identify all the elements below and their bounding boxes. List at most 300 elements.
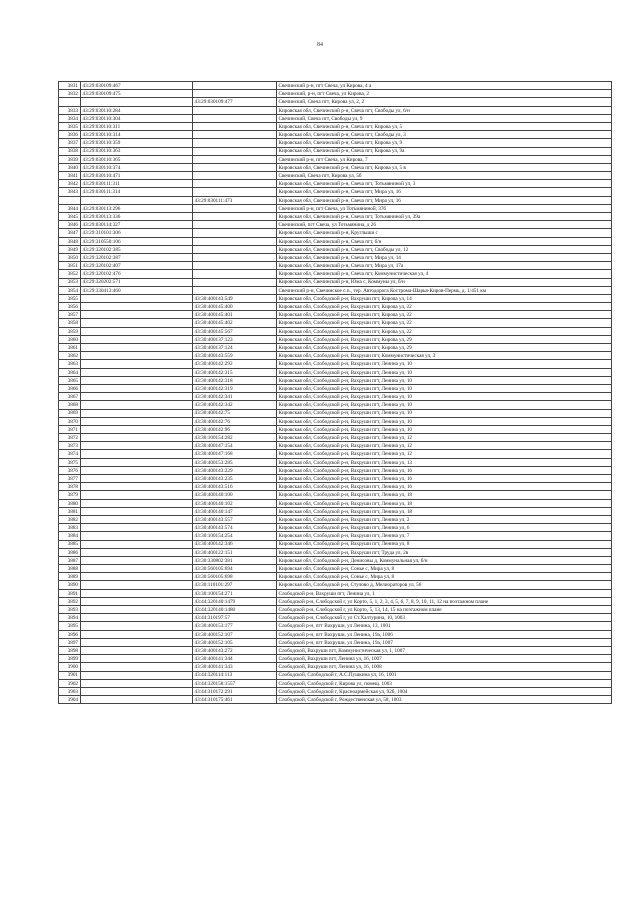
row-number: 3848 xyxy=(59,237,81,245)
table-row xyxy=(59,384,612,392)
cadastral-number-alt: 43:30:400122:151 xyxy=(193,548,277,556)
table-row xyxy=(59,163,612,171)
table-row xyxy=(59,483,612,491)
cadastral-number xyxy=(81,638,193,646)
cadastral-number-alt: 43:30:330802:381 xyxy=(193,556,277,564)
cadastral-number-alt xyxy=(193,286,277,294)
address-cell: Слободской, Слободской г, Красноармейская ул, 92б, 1004 xyxy=(277,687,612,695)
row-number: 3873 xyxy=(59,442,81,450)
cadastral-number-alt: 43:29:030111:473 xyxy=(193,196,277,204)
table-row xyxy=(59,278,612,286)
table-row xyxy=(59,532,612,540)
cadastral-number xyxy=(81,360,193,368)
cadastral-number: 43:29:330413:460 xyxy=(81,286,193,294)
address-cell: Кировская обл, Слободской р-н, Вахруши пгт, Ленина ул, 16 xyxy=(277,466,612,474)
row-number: 3888 xyxy=(59,565,81,573)
table-row xyxy=(59,565,612,573)
address-cell: Слободской, Слободской г, А.С.Пушкина ул, 16, 1001 xyxy=(277,671,612,679)
table-row xyxy=(59,524,612,532)
address-cell: Кировская обл, Свечинский р-н, Свеча пгт, Кирова ул, 5 в xyxy=(277,163,612,171)
cadastral-number-alt: 43:44:310175:461 xyxy=(193,696,277,704)
table-row xyxy=(59,90,612,98)
cadastral-number xyxy=(81,483,193,491)
cadastral-number: 43:29:030111:314 xyxy=(81,188,193,196)
table-row xyxy=(59,401,612,409)
address-cell: Слободской, Вахруши пгт, Ленина ул, 16, 1007 xyxy=(277,655,612,663)
table-row xyxy=(59,319,612,327)
address-cell: Кировская обл, Слободской р-н, Вахруши пгт, Труда ул, 2в xyxy=(277,548,612,556)
cadastral-number-alt: 43:30:400140:147 xyxy=(193,507,277,515)
address-cell: Слободской, Вахруши пгт, Ленина ул, 16, 1008 xyxy=(277,663,612,671)
cadastral-number: 43:29:030113:336 xyxy=(81,213,193,221)
cadastral-number xyxy=(81,687,193,695)
row-number: 3849 xyxy=(59,245,81,253)
cadastral-number xyxy=(81,376,193,384)
row-number: 3876 xyxy=(59,466,81,474)
table-row xyxy=(59,303,612,311)
cadastral-number: 43:29:030109:467 xyxy=(81,82,193,90)
address-cell: Кировская обл, Слободской р-н, Вахруши пгт, Ленина ул, 12 xyxy=(277,434,612,442)
cadastral-number-alt xyxy=(193,221,277,229)
address-cell: Кировская обл, Слободской р-н, Вахруши пгт, Ленина ул, 18 xyxy=(277,507,612,515)
address-cell: Свечинский, р-н, пгт Свеча, ул Кирова, 2 xyxy=(277,90,612,98)
table-row xyxy=(59,663,612,671)
address-cell: Кировская обл, Свечинский р-н, Свеча пгт, Тотьмяниной ул, 39а xyxy=(277,213,612,221)
row-number: 3854 xyxy=(59,286,81,294)
address-cell: Слободской р-н, Слободской г, ул Корто, 5, 1, 2, 3, 4, 5, 6, 7, 8, 9, 10, 11, 12 на поэтажном плане xyxy=(277,597,612,605)
cadastral-number xyxy=(81,401,193,409)
address-cell: Слободской, Слободской г, Кирова ул, помещ. 1003 xyxy=(277,679,612,687)
row-number: 3894 xyxy=(59,614,81,622)
table-row xyxy=(59,425,612,433)
cadastral-number xyxy=(81,425,193,433)
cadastral-number: 43:29:310101:306 xyxy=(81,229,193,237)
cadastral-number xyxy=(81,196,193,204)
address-cell: Свечинский р-н, пгт Свеча, ул Кирова, 7 xyxy=(277,155,612,163)
address-cell: Кировская обл, Слободской р-н, Вахруши пгт, Ленина ул, 10 xyxy=(277,401,612,409)
table-row xyxy=(59,622,612,630)
row-number: 3880 xyxy=(59,499,81,507)
table-row xyxy=(59,393,612,401)
row-number: 3904 xyxy=(59,696,81,704)
row-number: 3868 xyxy=(59,401,81,409)
cadastral-number xyxy=(81,581,193,589)
address-cell: Кировская обл, Слободской р-н, Вахруши пгт, Ленина ул, 12 xyxy=(277,442,612,450)
table-row xyxy=(59,98,612,106)
address-cell: Кировская обл, Слободской р-н, Сонье с, Мира ул, 8 xyxy=(277,573,612,581)
cadastral-number-alt xyxy=(193,172,277,180)
row-number: 3890 xyxy=(59,581,81,589)
address-cell: Кировская обл, Свечинский р-н, Юма с, Коммуны ул, б/н xyxy=(277,278,612,286)
address-cell: Свечинский, Свеча пгт, Свободы ул, 9 xyxy=(277,114,612,122)
cadastral-number-alt xyxy=(193,139,277,147)
row-number: 3883 xyxy=(59,524,81,532)
table-row xyxy=(59,204,612,212)
row-number: 3891 xyxy=(59,589,81,597)
address-cell: Слободской р-н, пгт Вахруши, ул Ленина, 13, 1001 xyxy=(277,622,612,630)
row-number: 3885 xyxy=(59,540,81,548)
cadastral-number-alt: 43:30:100154:282 xyxy=(193,434,277,442)
address-cell: Кировская обл, Свечинский р-н, Свеча пгт, Кирова ул, 9 xyxy=(277,139,612,147)
table-row xyxy=(59,311,612,319)
address-cell: Кировская обл, Свечинский р-н, Свеча пгт, Кирова ул, 5 xyxy=(277,122,612,130)
cadastral-number xyxy=(81,597,193,605)
cadastral-number xyxy=(81,352,193,360)
table-row xyxy=(59,294,612,302)
table-row xyxy=(59,556,612,564)
row-number: 3843 xyxy=(59,188,81,196)
address-cell: Кировская обл, Слободской р-н, Вахруши пгт, Ленина ул, 7 xyxy=(277,532,612,540)
row-number: 3867 xyxy=(59,393,81,401)
table-row xyxy=(59,507,612,515)
table-row xyxy=(59,655,612,663)
cadastral-number-alt: 43:30:560105:698 xyxy=(193,573,277,581)
address-cell: Кировская обл, Слободской р-н, Вахруши пгт, Кирова ул, 22 xyxy=(277,319,612,327)
row-number: 3899 xyxy=(59,655,81,663)
address-cell: Кировская обл, Свечинский р-н, Свеча пгт, Тотьмяниной ул, 3 xyxy=(277,180,612,188)
table-row xyxy=(59,172,612,180)
row-number: 3865 xyxy=(59,376,81,384)
cadastral-number-alt xyxy=(193,270,277,278)
cadastral-number: 43:29:310550:106 xyxy=(81,237,193,245)
address-cell: Кировская обл, Слободской р-н, Вахруши пгт, Ленина ул, 10 xyxy=(277,376,612,384)
cadastral-number-alt xyxy=(193,213,277,221)
address-cell: Кировская обл, Слободской р-н, Вахруши пгт, Кирова ул, 22 xyxy=(277,303,612,311)
cadastral-number xyxy=(81,98,193,106)
cadastral-number xyxy=(81,614,193,622)
cadastral-number-alt: 43:44:320158:1557 xyxy=(193,679,277,687)
address-cell: Кировская обл, Свечинский р-н, Свеча пгт, Кирова ул, 9а xyxy=(277,147,612,155)
table-row xyxy=(59,597,612,605)
cadastral-number-alt: 43:30:400142:76 xyxy=(193,417,277,425)
cadastral-number: 43:29:030110:304 xyxy=(81,114,193,122)
cadastral-number xyxy=(81,606,193,614)
cadastral-number-alt: 43:30:400153:285 xyxy=(193,458,277,466)
address-cell: Кировская обл, Свечинский р-н, Свеча пгт, б/н xyxy=(277,237,612,245)
cadastral-number xyxy=(81,532,193,540)
address-cell: Кировская обл, Слободской р-н, Денисовы д, Коммунальная ул, б/н xyxy=(277,556,612,564)
cadastral-number-alt: 43:44:310197:57 xyxy=(193,614,277,622)
row-number: 3869 xyxy=(59,409,81,417)
table-row xyxy=(59,581,612,589)
cadastral-number: 43:29:030110:311 xyxy=(81,122,193,130)
row-number: 3846 xyxy=(59,221,81,229)
table-row xyxy=(59,106,612,114)
cadastral-number-alt xyxy=(193,122,277,130)
table-row xyxy=(59,360,612,368)
address-cell: Кировская обл, Слободской р-н, Вахруши пгт, Ленина ул, 18 xyxy=(277,491,612,499)
cadastral-number-alt: 43:30:400153:177 xyxy=(193,622,277,630)
cadastral-number-alt xyxy=(193,131,277,139)
cadastral-number xyxy=(81,589,193,597)
table-row xyxy=(59,147,612,155)
row-number: 3851 xyxy=(59,262,81,270)
cadastral-number: 43:29:320102:385 xyxy=(81,245,193,253)
cadastral-number-alt xyxy=(193,114,277,122)
address-cell: Слободской р-н, пгт Вахруши, ул Ленина, 19а, 1007 xyxy=(277,638,612,646)
table-row xyxy=(59,540,612,548)
address-cell: Кировская обл, Слободской р-н, Вахруши пгт, Ленина ул, 10 xyxy=(277,409,612,417)
cadastral-number xyxy=(81,393,193,401)
cadastral-number xyxy=(81,475,193,483)
cadastral-number xyxy=(81,450,193,458)
row-number xyxy=(59,98,81,106)
cadastral-number-alt xyxy=(193,245,277,253)
row-number: 3866 xyxy=(59,384,81,392)
table-row xyxy=(59,646,612,654)
cadastral-number-alt: 43:30:400143:559 xyxy=(193,352,277,360)
row-number: 3847 xyxy=(59,229,81,237)
cadastral-number: 43:29:030110:365 xyxy=(81,155,193,163)
row-number xyxy=(59,196,81,204)
address-cell: Кировская обл, Свечинский р-н, Свеча пгт, Свободы ул, 6/н xyxy=(277,106,612,114)
cadastral-number xyxy=(81,335,193,343)
row-number: 3881 xyxy=(59,507,81,515)
table-row xyxy=(59,82,612,90)
cadastral-number xyxy=(81,524,193,532)
cadastral-number-alt: 43:30:100154:254 xyxy=(193,532,277,540)
row-number: 3882 xyxy=(59,515,81,523)
table-row xyxy=(59,606,612,614)
table-row xyxy=(59,573,612,581)
cadastral-number-alt: 43:30:400141:344 xyxy=(193,655,277,663)
cadastral-number xyxy=(81,646,193,654)
cadastral-number xyxy=(81,696,193,704)
table-row xyxy=(59,262,612,270)
cadastral-number: 43:29:030109:475 xyxy=(81,90,193,98)
address-cell: Кировская обл, Слободской р-н, Вахруши пгт, Ленина ул, 18 xyxy=(277,499,612,507)
table-row xyxy=(59,687,612,695)
address-cell: Свечинский, пгт Свеча, ул Тотьмянина, д 26 xyxy=(277,221,612,229)
row-number: 3832 xyxy=(59,90,81,98)
row-number: 3840 xyxy=(59,163,81,171)
cadastral-number xyxy=(81,499,193,507)
address-cell: Слободской р-н, Слободской г, ул Ст.Халтурина, 10, 1003 xyxy=(277,614,612,622)
table-row xyxy=(59,450,612,458)
address-cell: Слободской р-н, Вахруши пгт, Ленина ул, 1 xyxy=(277,589,612,597)
cadastral-number xyxy=(81,515,193,523)
cadastral-number-alt xyxy=(193,163,277,171)
cadastral-number-alt: 43:30:400142:315 xyxy=(193,368,277,376)
cadastral-number xyxy=(81,679,193,687)
row-number: 3859 xyxy=(59,327,81,335)
table-row xyxy=(59,122,612,130)
cadastral-number: 43:29:030110:314 xyxy=(81,131,193,139)
address-cell: Слободской р-н, Слободской г, ул Корто, 5, 13, 14, 15 на поэтажном плане xyxy=(277,606,612,614)
cadastral-number-alt: 43:30:400145:402 xyxy=(193,319,277,327)
cadastral-number xyxy=(81,573,193,581)
cadastral-number-alt: 43:30:400143:557 xyxy=(193,515,277,523)
address-cell: Свечинский, Свеча пгт, Кирова ул, 5б xyxy=(277,172,612,180)
row-number: 3858 xyxy=(59,319,81,327)
cadastral-number-alt xyxy=(193,180,277,188)
cadastral-number-alt: 43:30:400152:105 xyxy=(193,638,277,646)
registry-body xyxy=(59,82,612,704)
table-row xyxy=(59,696,612,704)
cadastral-number-alt: 43:30:400143:272 xyxy=(193,646,277,654)
cadastral-number-alt: 43:30:400145:567 xyxy=(193,327,277,335)
table-row xyxy=(59,442,612,450)
address-cell: Кировская обл, Слободской р-н, Вахруши пгт, Кирова ул, 29 xyxy=(277,344,612,352)
table-row xyxy=(59,499,612,507)
address-cell: Кировская обл, Слободской р-н, Вахруши пгт, Коммунистическая ул, 3 xyxy=(277,352,612,360)
cadastral-number-alt xyxy=(193,155,277,163)
cadastral-number-alt: 43:30:400143:574 xyxy=(193,524,277,532)
row-number: 3893 xyxy=(59,606,81,614)
table-row xyxy=(59,417,612,425)
cadastral-number-alt: 43:44:310172:291 xyxy=(193,687,277,695)
cadastral-number-alt: 43:30:400140:100 xyxy=(193,491,277,499)
cadastral-number xyxy=(81,565,193,573)
table-row xyxy=(59,638,612,646)
cadastral-number-alt xyxy=(193,229,277,237)
row-number: 3856 xyxy=(59,303,81,311)
cadastral-number-alt: 43:30:400137:123 xyxy=(193,335,277,343)
cadastral-number-alt xyxy=(193,262,277,270)
cadastral-number-alt xyxy=(193,90,277,98)
cadastral-number: 43:29:320202:571 xyxy=(81,278,193,286)
table-row xyxy=(59,196,612,204)
cadastral-number xyxy=(81,344,193,352)
row-number: 3896 xyxy=(59,630,81,638)
cadastral-number: 43:29:030110:363 xyxy=(81,147,193,155)
row-number: 3833 xyxy=(59,106,81,114)
cadastral-number-alt xyxy=(193,147,277,155)
cadastral-number-alt: 43:30:400142:292 xyxy=(193,360,277,368)
cadastral-number xyxy=(81,319,193,327)
cadastral-number-alt: 43:30:400142:96 xyxy=(193,425,277,433)
row-number: 3839 xyxy=(59,155,81,163)
cadastral-number xyxy=(81,327,193,335)
address-cell: Кировская обл, Слободской р-н, Сонье с, Мира ул, 8 xyxy=(277,565,612,573)
address-cell: Кировская обл, Слободской р-н, Вахруши пгт, Ленина ул, 12 xyxy=(277,450,612,458)
table-row xyxy=(59,368,612,376)
address-cell: Кировская обл, Слободской р-н, Вахруши пгт, Ленина ул, 10 xyxy=(277,393,612,401)
cadastral-number xyxy=(81,384,193,392)
row-number: 3874 xyxy=(59,450,81,458)
address-cell: Свечинский р-н, пгт Свеча, ул Кирова, 4 а xyxy=(277,82,612,90)
cadastral-number xyxy=(81,303,193,311)
row-number: 3902 xyxy=(59,679,81,687)
address-cell: Слободской р-н, пгт Вахруши, ул Ленина, 19а, 1006 xyxy=(277,630,612,638)
cadastral-number xyxy=(81,630,193,638)
cadastral-number-alt: 43:30:400152:107 xyxy=(193,630,277,638)
cadastral-number: 43:29:320102:387 xyxy=(81,253,193,261)
row-number: 3903 xyxy=(59,687,81,695)
cadastral-number-alt: 43:30:400147:154 xyxy=(193,442,277,450)
cadastral-number: 43:29:030110:284 xyxy=(81,106,193,114)
row-number: 3834 xyxy=(59,114,81,122)
cadastral-number xyxy=(81,491,193,499)
cadastral-number-alt xyxy=(193,82,277,90)
row-number: 3853 xyxy=(59,278,81,286)
address-cell: Кировская обл, Слободской р-н, Вахруши пгт, Ленина ул, 8 xyxy=(277,540,612,548)
address-cell: Кировская обл, Свечинский р-н, Свеча пгт, Мира ул, 17а xyxy=(277,262,612,270)
cadastral-number: 43:29:030111:311 xyxy=(81,180,193,188)
cadastral-number xyxy=(81,434,193,442)
cadastral-number xyxy=(81,507,193,515)
address-cell: Кировская обл, Свечинский р-н, Свеча пгт, Коммунистическая ул, 4 xyxy=(277,270,612,278)
address-cell: Кировская обл, Слободской р-н, Вахруши пгт, Ленина ул, 16 xyxy=(277,475,612,483)
cadastral-number xyxy=(81,655,193,663)
cadastral-number xyxy=(81,409,193,417)
cadastral-number xyxy=(81,311,193,319)
cadastral-number-alt: 43:30:400142:342 xyxy=(193,401,277,409)
cadastral-number: 43:29:030110:359 xyxy=(81,139,193,147)
address-cell: Кировская обл, Свечинский р-н, Свеча пгт, Свободы ул, 3 xyxy=(277,131,612,139)
address-cell: Кировская обл, Слободской р-н, Вахруши пгт, Ленина ул, 2 xyxy=(277,515,612,523)
table-row xyxy=(59,376,612,384)
row-number: 3838 xyxy=(59,147,81,155)
cadastral-number-alt: 43:30:400141:343 xyxy=(193,663,277,671)
address-cell: Кировская обл, Слободской р-н, Вахруши пгт, Ленина ул, 6 xyxy=(277,524,612,532)
table-row xyxy=(59,614,612,622)
row-number: 3870 xyxy=(59,417,81,425)
cadastral-number-alt: 43:30:400142:318 xyxy=(193,376,277,384)
cadastral-number-alt xyxy=(193,237,277,245)
row-number: 3844 xyxy=(59,204,81,212)
cadastral-number xyxy=(81,368,193,376)
cadastral-number: 43:29:320102:407 xyxy=(81,262,193,270)
cadastral-number-alt: 43:30:400142:346 xyxy=(193,540,277,548)
address-cell: Кировская обл, Свечинский р-н, Свеча пгт, Свободы ул, 12 xyxy=(277,245,612,253)
table-row xyxy=(59,466,612,474)
row-number: 3871 xyxy=(59,425,81,433)
table-row xyxy=(59,458,612,466)
cadastral-number xyxy=(81,622,193,630)
address-cell: Кировская обл, Слободской р-н, Вахруши пгт, Кирова ул, 22 xyxy=(277,311,612,319)
row-number: 3836 xyxy=(59,131,81,139)
table-row xyxy=(59,180,612,188)
table-row xyxy=(59,237,612,245)
row-number: 3895 xyxy=(59,622,81,630)
table-row xyxy=(59,589,612,597)
row-number: 3862 xyxy=(59,352,81,360)
table-row xyxy=(59,515,612,523)
address-cell: Кировская обл, Слободской р-н, Вахруши пгт, Ленина ул, 10 xyxy=(277,360,612,368)
address-cell: Кировская обл, Свечинский р-н, Круглыши с xyxy=(277,229,612,237)
address-cell: Слободской, Слободской г, Рождественская ул, 58, 1003 xyxy=(277,696,612,704)
registry-table xyxy=(58,81,612,704)
address-cell: Кировская обл, Свечинский р-н, Свеча пгт, Мира ул, 16 xyxy=(277,196,612,204)
cadastral-number-alt: 43:30:560105:694 xyxy=(193,565,277,573)
row-number: 3831 xyxy=(59,82,81,90)
address-cell: Свечинский, Свеча пгт, Кирова ул, 2, 2 xyxy=(277,98,612,106)
row-number: 3861 xyxy=(59,344,81,352)
cadastral-number-alt xyxy=(193,278,277,286)
cadastral-number-alt: 43:44:320140:1479 xyxy=(193,597,277,605)
row-number: 3901 xyxy=(59,671,81,679)
address-cell: Кировская обл, Слободской р-н, Вахруши пгт, Ленина ул, 16 xyxy=(277,483,612,491)
cadastral-number xyxy=(81,540,193,548)
row-number: 3886 xyxy=(59,548,81,556)
row-number: 3852 xyxy=(59,270,81,278)
cadastral-number-alt: 43:29:030109:477 xyxy=(193,98,277,106)
cadastral-number xyxy=(81,556,193,564)
table-row xyxy=(59,114,612,122)
table-row xyxy=(59,434,612,442)
cadastral-number-alt: 43:30:400143:516 xyxy=(193,483,277,491)
cadastral-number: 43:29:030114:327 xyxy=(81,221,193,229)
address-cell: Кировская обл, Слободской р-н, Вахруши пгт, Ленина ул, 10 xyxy=(277,425,612,433)
cadastral-number-alt: 43:30:400142:341 xyxy=(193,393,277,401)
cadastral-number xyxy=(81,466,193,474)
cadastral-number-alt: 43:30:400143:229 xyxy=(193,466,277,474)
row-number: 3897 xyxy=(59,638,81,646)
row-number: 3850 xyxy=(59,253,81,261)
cadastral-number xyxy=(81,663,193,671)
cadastral-number-alt xyxy=(193,253,277,261)
